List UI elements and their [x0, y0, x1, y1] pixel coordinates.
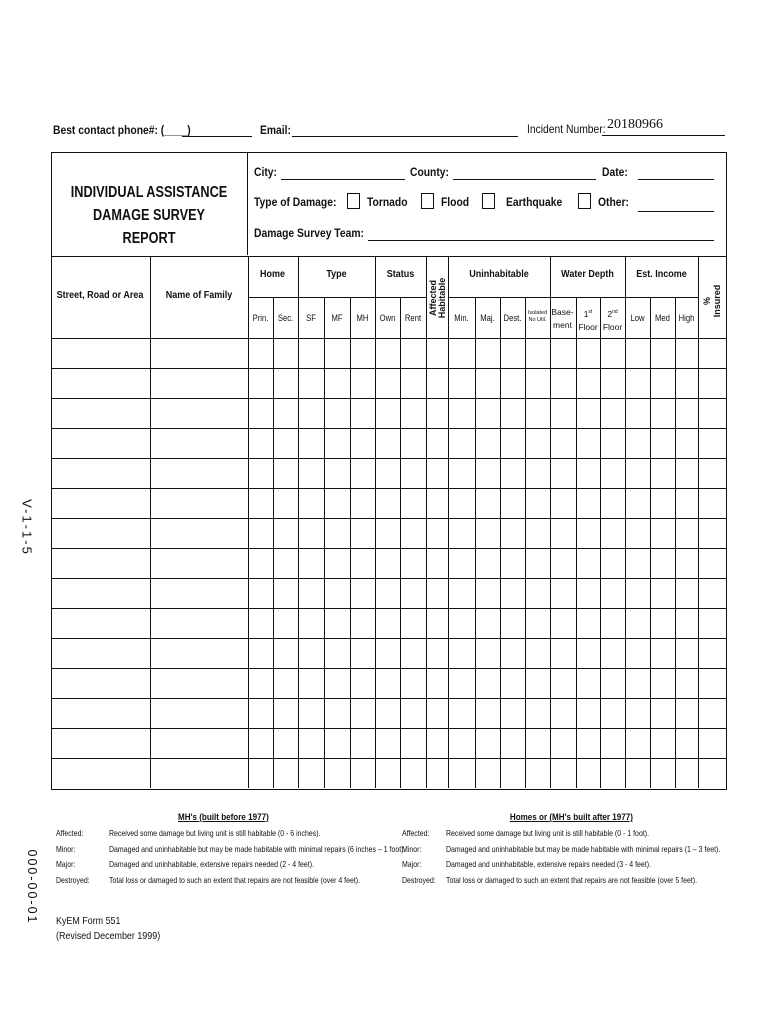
- damage-type-label: Type of Damage:: [254, 195, 337, 209]
- table-row-line: [51, 638, 726, 639]
- table-row-line: [51, 548, 726, 549]
- own-subheader: Own: [379, 313, 396, 323]
- team-label: Damage Survey Team:: [254, 226, 364, 240]
- legend-right-terms: [402, 826, 436, 888]
- email-label: Email:: [260, 123, 291, 137]
- column-divider: [675, 297, 676, 788]
- low-subheader: Low: [630, 313, 645, 323]
- tornado-label: Tornado: [367, 195, 408, 209]
- status-header: Status: [386, 269, 415, 280]
- column-divider: [426, 256, 427, 788]
- legend-left-desc: Damaged and uninhabitable, extensive repairs needed (2 - 4 feet).: [109, 859, 314, 869]
- column-divider: [298, 256, 299, 788]
- legend-left-desc: Received some damage but living unit is still habitable (0 - 6 inches).: [109, 828, 321, 838]
- title-line2: DAMAGE SURVEY REPORT: [92, 207, 206, 247]
- water-header: Water Depth: [561, 269, 614, 280]
- street-header: Street, Road or Area: [56, 290, 144, 301]
- legend-left-term: Major:: [56, 859, 76, 869]
- table-row-line: [51, 458, 726, 459]
- table-row-line: [51, 608, 726, 609]
- table-row-line: [51, 668, 726, 669]
- phone-label: Best contact phone#: (____): [53, 123, 191, 137]
- city-label: City:: [254, 165, 277, 179]
- table-row-line: [51, 428, 726, 429]
- type-header: Type: [326, 269, 347, 280]
- isolated-subheader: Isolated No Util.: [527, 310, 548, 323]
- prin-subheader: Prin.: [252, 313, 269, 323]
- county-label: County:: [410, 165, 449, 179]
- county-field[interactable]: [453, 179, 596, 180]
- sf-subheader: SF: [306, 313, 316, 323]
- title-line1: INDIVIDUAL ASSISTANCE: [70, 184, 228, 201]
- column-divider: [273, 297, 274, 788]
- legend-right-descs: [446, 826, 720, 888]
- team-field[interactable]: [368, 240, 714, 241]
- insured-header: [702, 266, 722, 336]
- legend-left-term: Affected:: [56, 828, 84, 838]
- date-field[interactable]: [638, 179, 714, 180]
- legend-right-desc: Received some damage but living unit is still habitable (0 - 1 foot).: [446, 828, 650, 838]
- revision-date: (Revised December 1999): [56, 930, 161, 942]
- column-divider: [324, 297, 325, 788]
- earthquake-label: Earthquake: [506, 195, 563, 209]
- legend-right-desc: Damaged and uninhabitable, extensive repairs needed (3 - 4 feet).: [446, 859, 651, 869]
- mh-subheader: MH: [356, 313, 369, 323]
- legend-right-term: Major:: [402, 859, 422, 869]
- maj-subheader: Maj.: [480, 313, 495, 323]
- column-divider: [600, 297, 601, 788]
- legend-right-term: Affected:: [402, 828, 430, 838]
- email-field[interactable]: [292, 136, 518, 137]
- uninhabitable-header: Uninhabitable: [469, 269, 529, 280]
- incident-label: Incident Number:: [527, 122, 606, 136]
- column-divider: [525, 297, 526, 788]
- second-floor-subheader: 2nd Floor: [602, 308, 623, 332]
- legend-right-term: Minor:: [402, 843, 422, 854]
- column-divider: [400, 297, 401, 788]
- page-code: V-1-1-5: [19, 499, 35, 556]
- legend-left-desc: Damaged and uninhabitable but may be made habitable with minimal repairs (6 inches – 1 foot).: [109, 843, 406, 854]
- column-divider: [576, 297, 577, 788]
- legend-left-descs: [109, 826, 405, 888]
- sec-subheader: Sec.: [277, 313, 294, 323]
- header-bottom-line: [51, 338, 726, 339]
- column-divider: [650, 297, 651, 788]
- home-header: Home: [259, 269, 286, 280]
- table-row-line: [51, 698, 726, 699]
- column-divider: [248, 256, 249, 788]
- basement-subheader: Base- ment: [551, 307, 574, 330]
- flood-checkbox[interactable]: [421, 193, 434, 209]
- legend-left-terms: [56, 826, 90, 888]
- legend-right-title: Homes or (MH's built after 1977): [509, 812, 633, 823]
- report-title: [69, 181, 230, 250]
- med-subheader: Med: [655, 313, 670, 323]
- column-divider: [550, 256, 551, 788]
- legend-right-desc: Total loss or damaged to such an extent that repairs are not feasible (over 5 feet).: [446, 874, 698, 885]
- high-subheader: High: [678, 313, 695, 323]
- first-floor-subheader: 1st Floor: [578, 308, 598, 332]
- flood-label: Flood: [441, 195, 470, 209]
- table-row-line: [51, 518, 726, 519]
- affected-header-text: Affected Habitable: [428, 277, 447, 319]
- column-divider: [500, 297, 501, 788]
- phone-field[interactable]: [182, 136, 252, 137]
- legend-right-desc: Damaged and uninhabitable but may be made habitable with minimal repairs (1 – 3 feet).: [446, 843, 721, 854]
- mf-subheader: MF: [331, 313, 343, 323]
- table-row-line: [51, 758, 726, 759]
- table-row-line: [51, 578, 726, 579]
- column-divider: [150, 256, 151, 788]
- dest-subheader: Dest.: [503, 313, 522, 323]
- date-label: Date:: [602, 165, 628, 179]
- column-divider: [350, 297, 351, 788]
- min-subheader: Min.: [454, 313, 469, 323]
- other-field[interactable]: [638, 211, 714, 212]
- insured-header-text: % Insured: [702, 284, 722, 318]
- earthquake-checkbox[interactable]: [482, 193, 495, 209]
- affected-header: [429, 263, 447, 333]
- table-row-line: [51, 728, 726, 729]
- column-divider: [698, 256, 699, 788]
- legend-left-title: MH's (built before 1977): [178, 812, 269, 823]
- column-divider: [625, 256, 626, 788]
- tornado-checkbox[interactable]: [347, 193, 360, 209]
- table-row-line: [51, 398, 726, 399]
- header-divider: [247, 152, 248, 255]
- other-label: Other:: [598, 195, 629, 209]
- table-row-line: [51, 368, 726, 369]
- other-checkbox[interactable]: [578, 193, 591, 209]
- column-divider: [475, 297, 476, 788]
- legend-right-term: Destroyed:: [402, 874, 436, 885]
- column-divider: [375, 256, 376, 788]
- city-field[interactable]: [281, 179, 405, 180]
- rent-subheader: Rent: [404, 313, 422, 323]
- group-header-divider-2: [448, 297, 698, 298]
- legend-left-term: Destroyed:: [56, 874, 90, 885]
- doc-code: 000-00-01: [25, 849, 39, 925]
- legend-left-term: Minor:: [56, 843, 76, 854]
- incident-value[interactable]: 20180966: [607, 117, 663, 132]
- income-header: Est. Income: [636, 269, 687, 280]
- family-header: Name of Family: [165, 290, 233, 301]
- form-number: KyEM Form 551: [56, 915, 121, 927]
- column-divider: [448, 256, 449, 788]
- legend-left-desc: Total loss or damaged to such an extent that repairs are not feasible (over 4 feet).: [109, 874, 361, 885]
- table-row-line: [51, 488, 726, 489]
- incident-field: [602, 135, 725, 136]
